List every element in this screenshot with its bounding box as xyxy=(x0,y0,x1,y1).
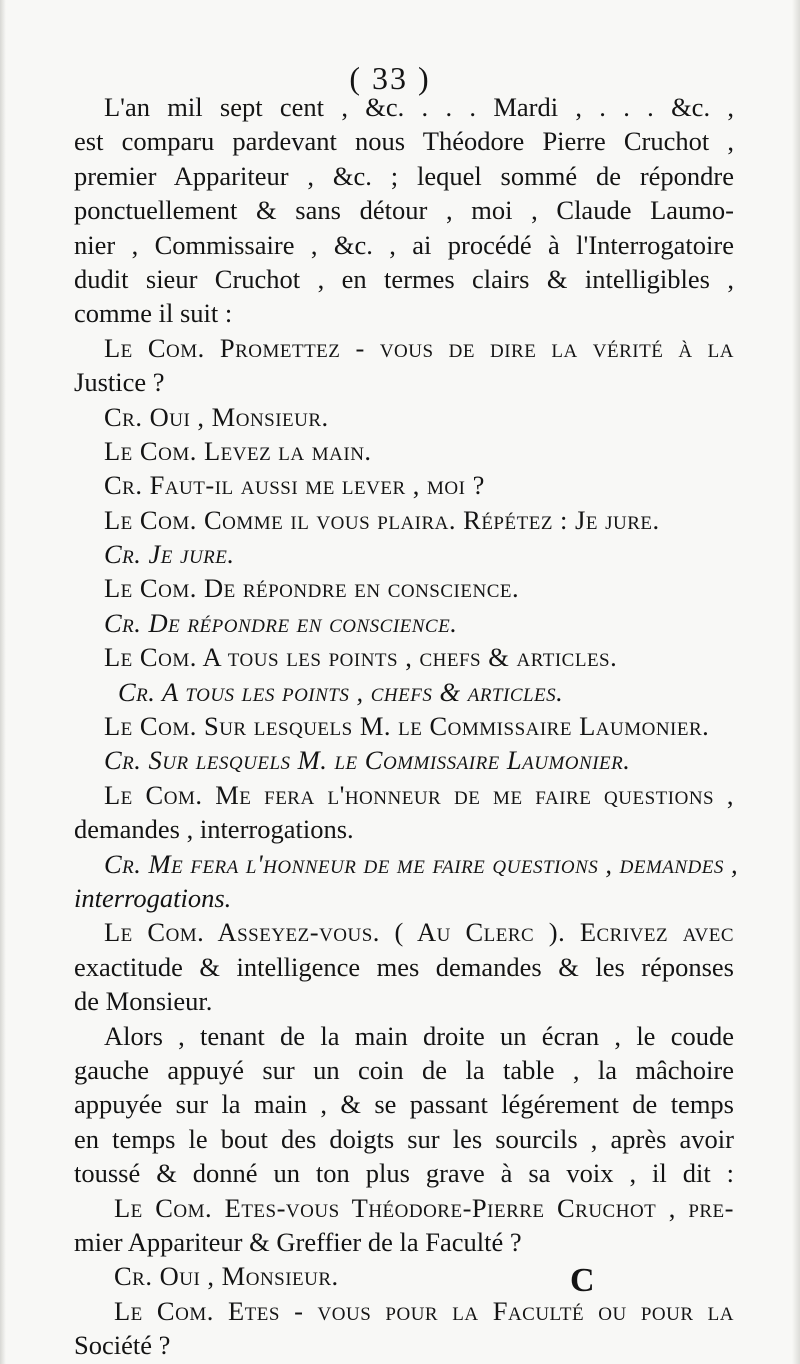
text-line: de Monsieur. xyxy=(74,986,213,1017)
dialogue-line: Le Com. Promettez - vous de dire la vérité à la xyxy=(104,332,734,363)
text-line: est comparu pardevant nous Théodore Pierre Cruchot , xyxy=(74,126,734,157)
dialogue-line: Cr. A tous les points , chefs & articles. xyxy=(118,676,564,707)
dialogue-line: Cr. Oui , Monsieur. xyxy=(114,1261,339,1292)
text-line: nier , Commissaire , &c. , ai procédé à l'Interrogatoire xyxy=(74,229,734,260)
dialogue-line: Le Com. Etes-vous Théodore-Pierre Cruchot , pre- xyxy=(114,1192,734,1223)
text-line: gauche appuyé sur un coin de la table , la mâchoire xyxy=(74,1054,734,1085)
text-line: appuyée sur la main , & se passant légérement de temps xyxy=(74,1089,734,1120)
dialogue-line: Le Com. Me fera l'honneur de me faire questions , xyxy=(104,779,734,810)
dialogue-line: Le Com. Asseyez-vous. ( Au Clerc ). Ecrivez avec xyxy=(104,917,734,948)
dialogue-line: Le Com. Etes - vous pour la Faculté ou pour la xyxy=(114,1295,734,1326)
text-line: exactitude & intelligence mes demandes & les réponses xyxy=(74,951,734,982)
dialogue-line: Le Com. Sur lesquels M. le Commissaire Laumonier. xyxy=(104,711,710,742)
text-line: dudit sieur Cruchot , en termes clairs & intelligibles , xyxy=(74,263,734,294)
page-number: ( 33 ) xyxy=(349,60,431,96)
text-line: Société ? xyxy=(74,1330,171,1361)
dialogue-line: Le Com. A tous les points , chefs & articles. xyxy=(104,642,618,673)
dialogue-line: Cr. Sur lesquels M. le Commissaire Laumonier. xyxy=(104,745,631,776)
dialogue-line: Le Com. Comme il vous plaira. Répétez : Je jure. xyxy=(104,504,660,535)
dialogue-line: Cr. Je jure. xyxy=(104,539,235,570)
text-line: demandes , interrogations. xyxy=(74,814,354,845)
text-line: comme il suit : xyxy=(74,298,233,329)
dialogue-line: Le Com. Levez la main. xyxy=(104,435,372,466)
page-edge-left xyxy=(0,0,6,1364)
dialogue-line: Cr. Me fera l'honneur de me faire questions , demandes , xyxy=(104,848,739,879)
text-line: Justice ? xyxy=(74,367,165,398)
text-line: Alors , tenant de la main droite un écran , le coude xyxy=(104,1020,734,1051)
dialogue-line: Le Com. De répondre en conscience. xyxy=(104,573,520,604)
text-line: mier Appariteur & Greffier de la Faculté ? xyxy=(74,1226,522,1257)
catchword: C xyxy=(570,1262,595,1299)
text-line: en temps le bout des doigts sur les sourcils , après avoir xyxy=(74,1123,734,1154)
body-text xyxy=(74,90,739,1362)
dialogue-line: Cr. Oui , Monsieur. xyxy=(104,401,329,432)
text-line: L'an mil sept cent , &c. . . . Mardi , . . . &c. , xyxy=(104,92,734,122)
text-line: premier Appariteur , &c. ; lequel sommé de répondre xyxy=(74,160,734,191)
text-line: interrogations. xyxy=(74,882,232,913)
dialogue-line: Cr. De répondre en conscience. xyxy=(104,607,458,638)
page-edge-right xyxy=(792,0,800,1364)
text-line: ponctuellement & sans détour , moi , Claude Laumo- xyxy=(74,195,734,226)
dialogue-line: Cr. Faut-il aussi me lever , moi ? xyxy=(104,470,485,501)
text-line: toussé & donné un ton plus grave à sa voix , il dit : xyxy=(74,1158,734,1189)
